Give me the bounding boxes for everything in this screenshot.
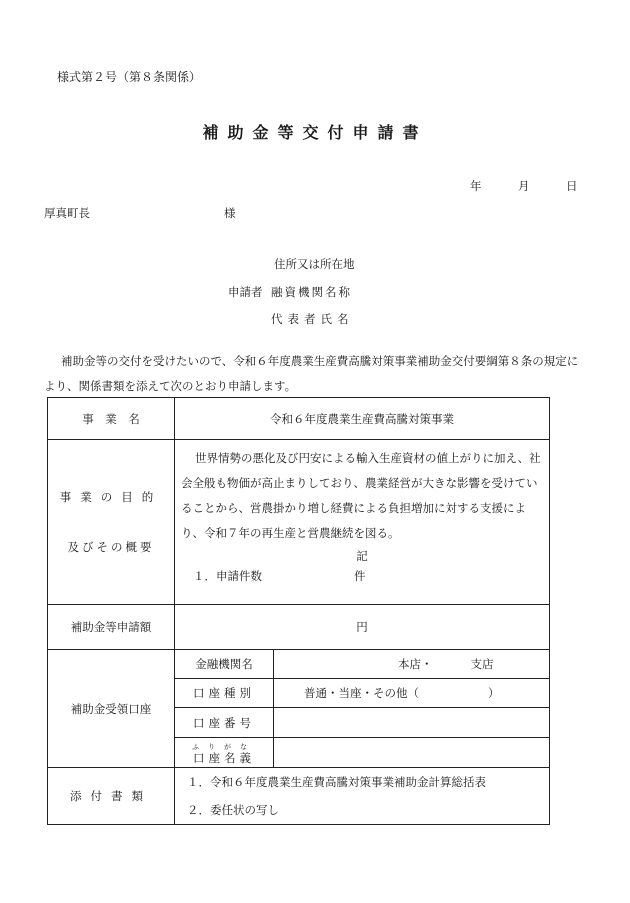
intro-paragraph: 補助金等の交付を受けたいので、令和６年度農業生産費高騰対策事業補助金交付要綱第８条の規定により、関係書類を添えて次のとおり申請します。 (44, 354, 579, 393)
project-name-value: 令和６年度農業生産費高騰対策事業 (175, 398, 550, 440)
account-type-label: 口座種別 (175, 679, 274, 708)
attachments-cell (175, 768, 550, 825)
address-label: 住所又は所在地 (274, 257, 355, 271)
account-label: 補助金受領口座 (48, 650, 175, 768)
attachments-label: 添付書類 (48, 768, 175, 825)
amount-unit: 円 (356, 620, 368, 634)
application-count-unit: 件 (354, 569, 366, 583)
account-holder-ruby: ふりがな (192, 742, 256, 751)
purpose-text: 世界情勢の悪化及び円安による輸入生産資材の値上がりに加え、社会全般も物価が高止まりしており、農業経営が大きな影響を受けていることから、営農掛かり増し経費による負担増加に対する支援により、令和７年の再生産と営農継続を図る。 (181, 451, 541, 540)
account-number-field[interactable] (274, 708, 550, 738)
purpose-label-2: 及びその概要 (67, 540, 155, 554)
application-table (47, 397, 550, 825)
organization-label: 融資機関名称 (271, 285, 352, 299)
form-id: 様式第２号（第８条関係） (57, 70, 202, 84)
account-type-options: 普通・当座・その他（ ） (304, 686, 500, 700)
bank-name-label: 金融機関名 (175, 650, 274, 679)
account-holder-label-cell (175, 738, 274, 768)
attachment-item-2: ２．委任状の写し (187, 803, 279, 817)
application-count-line (181, 566, 543, 586)
amount-label: 補助金等申請額 (48, 605, 175, 650)
document-title: 補助金等交付申請書 (202, 123, 428, 142)
branch-label: 支店 (470, 657, 494, 671)
head-office-label: 本店・ (398, 657, 433, 671)
bank-name-field[interactable] (274, 650, 550, 679)
account-holder-field[interactable] (274, 738, 550, 768)
ki-mark: 記 (356, 549, 368, 563)
addressee: 厚真町長 (44, 206, 90, 220)
honorific: 様 (224, 206, 236, 220)
purpose-label-1: 事業の目的 (59, 490, 163, 504)
date-month: 月 (518, 179, 530, 193)
applicant-label: 申請者 (228, 285, 263, 299)
project-name-label: 事 業 名 (48, 398, 175, 440)
date-year: 年 (470, 179, 482, 193)
account-holder-label: 口座名義 (193, 750, 255, 765)
account-type-field[interactable] (274, 679, 550, 708)
amount-field[interactable] (175, 605, 550, 650)
date-day: 日 (566, 179, 578, 193)
purpose-label-cell (48, 440, 175, 605)
application-count-label: １．申請件数 (193, 569, 262, 583)
account-number-label: 口座番号 (175, 708, 274, 738)
purpose-cell (175, 440, 550, 605)
representative-label: 代表者氏名 (271, 312, 354, 326)
attachment-item-1: １．令和６年度農業生産費高騰対策事業補助金計算総括表 (187, 775, 486, 789)
